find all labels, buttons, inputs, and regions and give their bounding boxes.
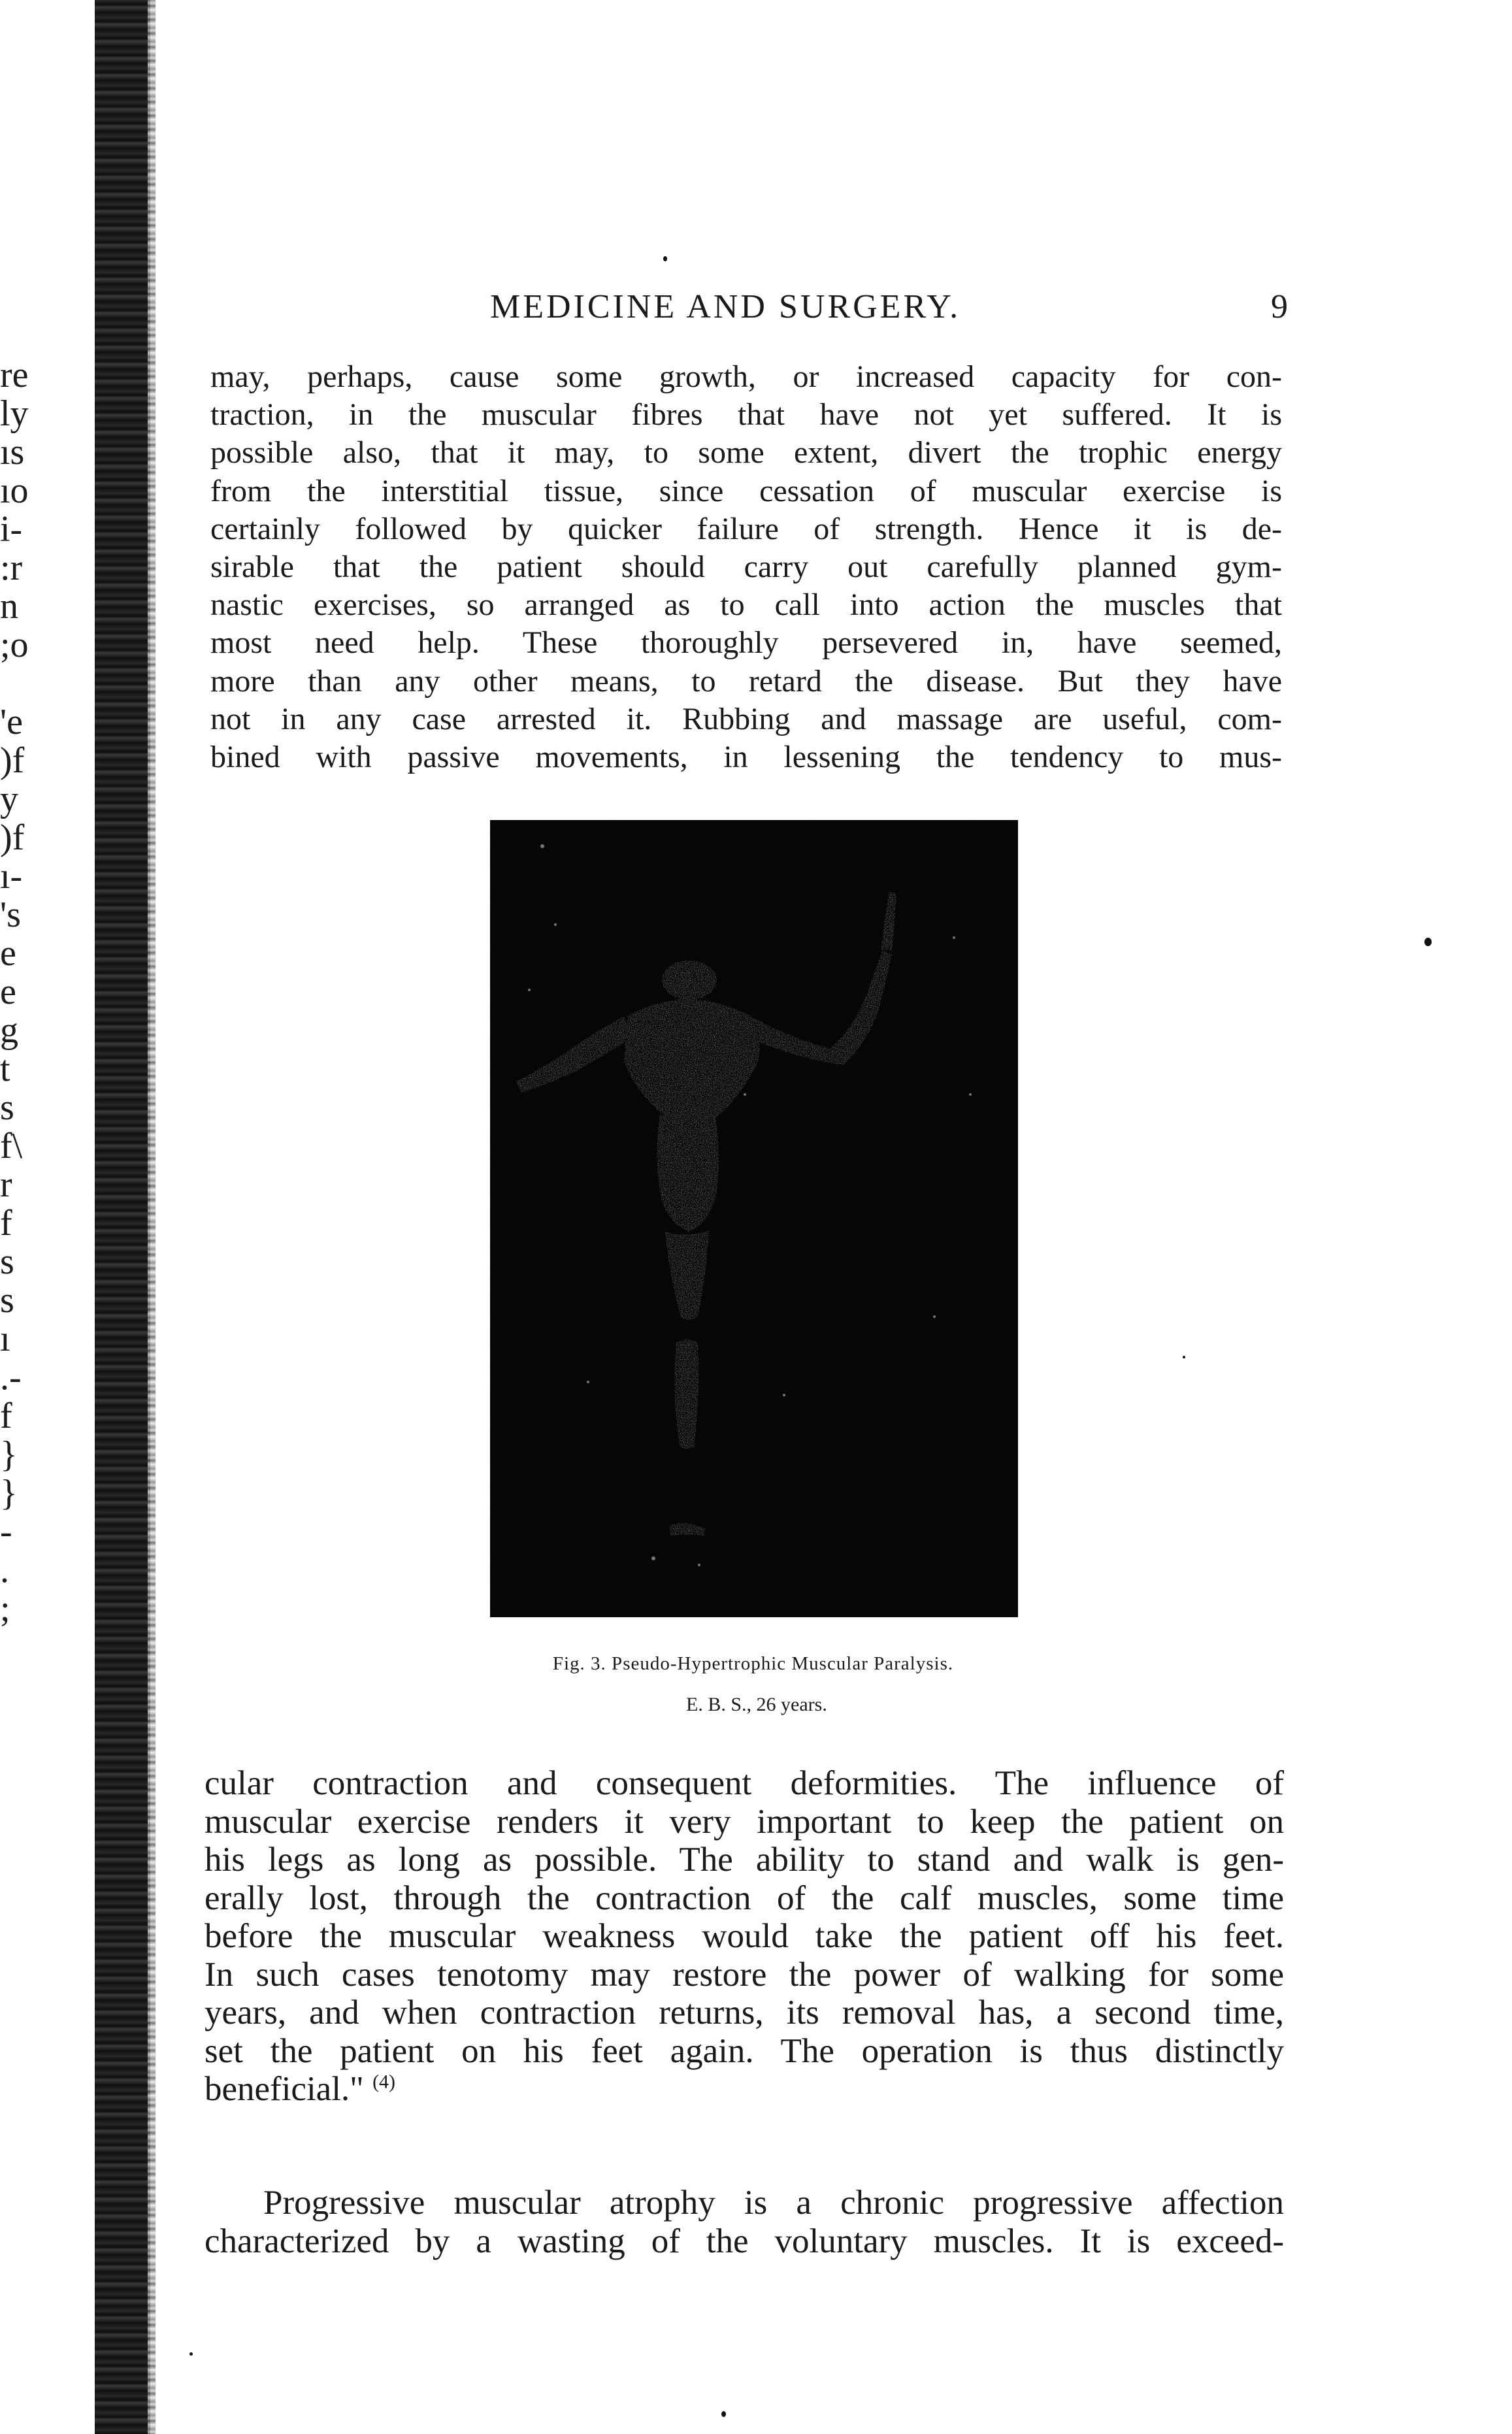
text-line: possible also, that it may, to some extent, divert the trophic energy xyxy=(210,435,1282,470)
text-line-last xyxy=(205,2070,1284,2109)
scan-speck xyxy=(663,256,667,261)
binding-gutter-edge xyxy=(148,0,156,2434)
text-line: before the muscular weakness would take the patient off his feet. xyxy=(205,1917,1284,1955)
text-line: most need help. These thoroughly persevered in, have seemed, xyxy=(210,625,1282,661)
footnote-reference: (4) xyxy=(372,2071,396,2093)
text-line: may, perhaps, cause some growth, or increased capacity for con- xyxy=(210,359,1282,394)
text-line: his legs as long as possible. The ability to stand and walk is gen- xyxy=(205,1841,1284,1879)
figure-subcaption: E. B. S., 26 years. xyxy=(686,1694,827,1715)
scan-speck xyxy=(1183,1356,1185,1358)
text-line: certainly followed by quicker failure of strength. Hence it is de- xyxy=(210,511,1282,546)
text-line-content: beneficial." xyxy=(205,2070,364,2108)
text-line: set the patient on his feet again. The operation is thus distinctly xyxy=(205,2031,1284,2070)
page-number: 9 xyxy=(1271,288,1288,325)
text-line: nastic exercises, so arranged as to call into action the muscles that xyxy=(210,587,1282,623)
scan-speck xyxy=(721,2411,726,2417)
figure-photograph xyxy=(490,820,1018,1617)
text-line: cular contraction and consequent deformities. The influence of xyxy=(205,1764,1284,1802)
text-line: from the interstitial tissue, since cessation of muscular exercise is xyxy=(210,473,1282,508)
paragraph-bottom xyxy=(205,1764,1284,2109)
text-line: traction, in the muscular fibres that have not yet suffered. It is xyxy=(210,397,1282,433)
text-line: not in any case arrested it. Rubbing and massage are useful, com- xyxy=(210,701,1282,736)
scan-speck xyxy=(189,2352,193,2356)
facing-page-fragments: re ly ıs ıo i- :r n ;o 'e )f y )f ı- 's e e g t s f\ r f s s ı .- f } } - . ; xyxy=(0,356,29,1628)
text-line: more than any other means, to retard the disease. But they have xyxy=(210,663,1282,699)
paragraph-next xyxy=(205,2184,1284,2260)
figure-caption: Fig. 3. Pseudo-Hypertrophic Muscular Paralysis. xyxy=(552,1653,954,1674)
text-line: years, and when contraction returns, its removal has, a second time, xyxy=(205,1994,1284,2031)
text-line: muscular exercise renders it very important to keep the patient on xyxy=(205,1802,1284,1841)
text-line: bined with passive movements, in lessening the tendency to mus- xyxy=(210,740,1282,775)
text-line: characterized by a wasting of the voluntary muscles. It is exceed- xyxy=(205,2222,1284,2260)
text-line: erally lost, through the contraction of the calf muscles, some time xyxy=(205,1879,1284,1917)
binding-gutter xyxy=(95,0,150,2434)
text-line: In such cases tenotomy may restore the power of walking for some xyxy=(205,1955,1284,1994)
text-line: Progressive muscular atrophy is a chronic progressive affection xyxy=(263,2184,1284,2222)
text-line: sirable that the patient should carry out carefully planned gym- xyxy=(210,550,1282,585)
scan-speck xyxy=(1424,938,1432,946)
paragraph-top xyxy=(210,358,1282,776)
patient-photo-illustration xyxy=(490,820,1018,1617)
running-head: MEDICINE AND SURGERY. xyxy=(490,288,961,325)
